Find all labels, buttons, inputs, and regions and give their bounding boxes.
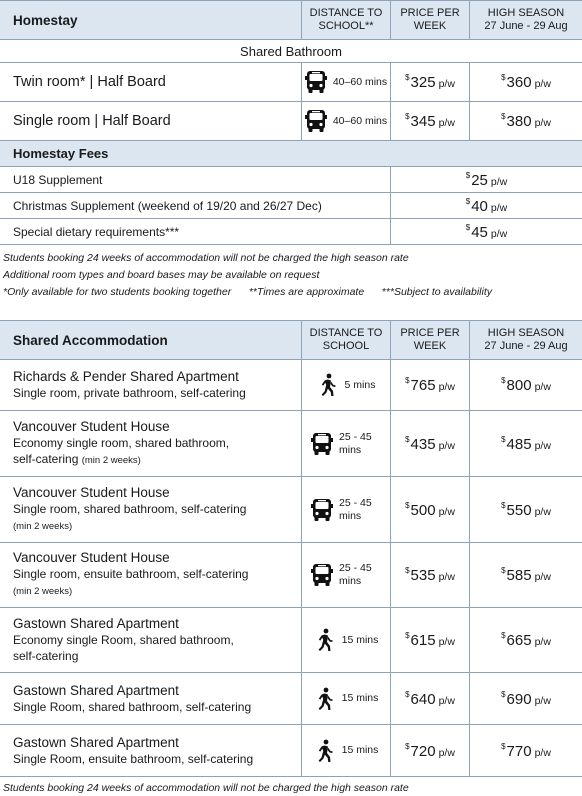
price-column-header: PRICE PER WEEK [400,7,460,32]
fee-value: $40 p/w [465,196,508,215]
high-season-column-header: HIGH SEASON 27 June - 29 Aug [484,7,568,32]
price-per-week: $720 p/w [405,741,455,760]
accommodation-row [0,673,582,725]
high-season-price: $665 p/w [501,631,551,649]
walking-icon [317,373,339,397]
price-per-week: $345 p/w [405,112,455,130]
minimum-stay-note: (min 2 weeks) [81,454,141,466]
accommodation-name: Gastown Shared Apartment [13,734,179,750]
travel-time: 5 mins [344,378,376,391]
fee-value: $45 p/w [465,222,508,241]
travel-time: 15 mins [341,633,379,646]
room-name: Twin room* | Half Board [0,63,302,101]
shared-header-row [0,320,582,360]
fee-value: $25 p/w [465,170,508,189]
high-season-price: $550 p/w [501,500,551,519]
walking-icon [314,628,336,652]
price-per-week: $435 p/w [405,434,455,453]
homestay-fees-header [0,141,582,167]
distance-column-header: DISTANCE TO SCHOOL [309,327,383,352]
shared-title: Shared Accommodation [0,321,302,359]
fee-name: U18 Supplement [0,167,391,192]
travel-time: 15 mins [341,744,379,756]
fee-name: Special dietary requirements*** [0,219,391,244]
bus-icon [305,109,327,133]
homestay-header-row [0,0,582,40]
fee-row [0,193,582,219]
bus-icon [305,70,327,94]
homestay-row [0,102,582,141]
accommodation-description: Single Room, shared bathroom, self-catering [13,699,252,714]
footnote: Students booking 24 weeks of accommodation will not be charged the high season rate [3,782,409,794]
price-per-week: $325 p/w [405,73,455,91]
fee-row [0,167,582,193]
accommodation-name: Vancouver Student House [13,418,170,434]
travel-time: 25 - 45 mins [339,562,372,587]
accommodation-row [0,411,582,477]
accommodation-description: Economy single room, shared bathroom, [13,435,230,450]
fee-row [0,219,582,245]
accommodation-description: Single room, shared bathroom, self-catering [13,501,247,516]
accommodation-name: Vancouver Student House [13,484,170,500]
travel-time: 25 - 45 mins [339,496,372,522]
price-per-week: $765 p/w [405,376,455,394]
high-season-column-header: HIGH SEASON 27 June - 29 Aug [484,327,568,352]
footnote: Additional room types and board bases may be available on request [3,269,320,281]
accommodation-name: Richards & Pender Shared Apartment [13,369,239,384]
bus-icon [311,498,333,522]
section-label: Shared Bathroom [240,43,342,59]
accommodation-row [0,725,582,777]
accommodation-name: Vancouver Student House [13,550,170,565]
price-per-week: $535 p/w [405,566,455,584]
accommodation-description: Single Room, ensuite bathroom, self-catering [13,751,254,766]
fee-name: Christmas Supplement (weekend of 19/20 and 26/27 Dec) [0,193,391,218]
accommodation-row [0,477,582,543]
high-season-price: $690 p/w [501,689,551,708]
walking-icon [314,687,336,711]
walking-icon [314,739,336,763]
price-per-week: $640 p/w [405,689,455,708]
accommodation-name: Gastown Shared Apartment [13,682,179,698]
footnote: *Only available for two students booking together **Times are approximate ***Subject to availability [3,286,492,298]
bus-icon [311,432,333,456]
travel-time: 40–60 mins [332,114,388,127]
high-season-price: $360 p/w [501,73,551,91]
fees-title: Homestay Fees [13,146,109,161]
price-per-week: $500 p/w [405,500,455,519]
accommodation-description: self-catering [13,649,79,663]
minimum-stay-note: (min 2 weeks) [13,520,73,532]
accommodation-description: Single room, private bathroom, self-catering [13,386,246,400]
homestay-title: Homestay [0,1,302,39]
homestay-row [0,63,582,102]
high-season-price: $770 p/w [501,741,551,760]
accommodation-description: self-catering (min 2 weeks) [13,451,141,466]
accommodation-name: Gastown Shared Apartment [13,616,179,631]
accommodation-row [0,360,582,411]
high-season-price: $800 p/w [501,376,551,394]
travel-time: 25 - 45 mins [339,430,372,456]
accommodation-description: Single room, ensuite bathroom, self-catering [13,567,249,581]
accommodation-description: Economy single Room, shared bathroom, [13,633,234,647]
distance-column-header: DISTANCE TO SCHOOL** [309,7,383,32]
footnote: Students booking 24 weeks of accommodation will not be charged the high season rate [3,252,409,264]
accommodation-row [0,608,582,673]
high-season-price: $485 p/w [501,434,551,453]
shared-bathroom-row [0,40,582,63]
accommodation-row [0,543,582,608]
bus-icon [311,563,333,587]
travel-time: 15 mins [341,692,379,704]
minimum-stay-note: (min 2 weeks) [13,586,73,597]
room-name: Single room | Half Board [0,102,302,140]
high-season-price: $585 p/w [501,566,551,584]
price-per-week: $615 p/w [405,631,455,649]
high-season-price: $380 p/w [501,112,551,130]
price-column-header: PRICE PER WEEK [400,327,460,352]
travel-time: 40–60 mins [332,75,388,88]
